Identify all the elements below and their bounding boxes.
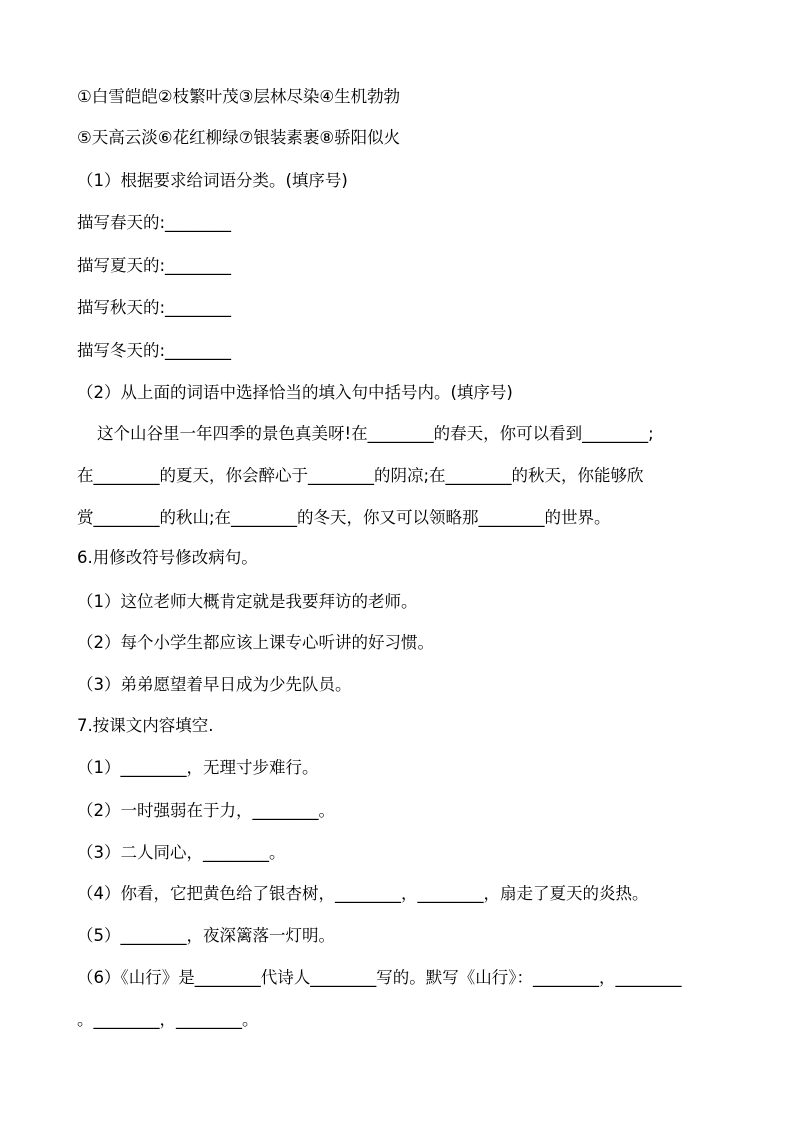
question-7-item-4: （4）你看，它把黄色给了银杏树，________，________，扇走了夏天的炎热。 <box>77 884 649 903</box>
paragraph-line-1: 这个山谷里一年四季的景色真美呀!在________的春天，你可以看到________; <box>97 424 654 443</box>
question-5-1-instruction: （1）根据要求给词语分类。(填序号) <box>77 171 348 190</box>
question-7-item-3: （3）二人同心，________。 <box>77 843 286 862</box>
question-6-item-3: （3）弟弟愿望着早日成为少先队员。 <box>77 675 352 694</box>
question-7-item-6: （6）《山行》是________代诗人________写的。默写《山行》：________，________ <box>77 968 682 987</box>
question-5-2-instruction: （2）从上面的词语中选择恰当的填入句中括号内。(填序号) <box>77 383 513 402</box>
question-7-item-1: （1）________，无理寸步难行。 <box>77 758 319 777</box>
question-6-item-2: （2）每个小学生都应该上课专心听讲的好习惯。 <box>77 633 434 652</box>
autumn-blank-line: 描写秋天的:________ <box>77 298 232 317</box>
question-7-heading: 7.按课文内容填空. <box>77 716 214 735</box>
question-6-heading: 6.用修改符号修改病句。 <box>77 548 258 567</box>
question-7-item-2: （2）一时强弱在于力，________。 <box>77 801 335 820</box>
paragraph-line-3: 赏________的秋山;在________的冬天，你又可以领略那________的世界。 <box>77 508 611 527</box>
question-7-item-5: （5）________，夜深篱落一灯明。 <box>77 926 335 945</box>
spring-blank-line: 描写春天的:________ <box>77 213 232 232</box>
word-list-line-1: ①白雪皑皑②枝繁叶茂③层林尽染④生机勃勃 <box>77 87 401 106</box>
winter-blank-line: 描写冬天的:________ <box>77 341 232 360</box>
word-list-line-2: ⑤天高云淡⑥花红柳绿⑦银装素裹⑧骄阳似火 <box>77 128 401 147</box>
paragraph-line-2: 在________的夏天，你会醉心于________的阴凉;在________的秋天，你能够欣 <box>77 466 644 485</box>
question-7-item-6-continued: 。________，________。 <box>77 1010 259 1029</box>
summer-blank-line: 描写夏天的:________ <box>77 256 232 275</box>
question-6-item-1: （1）这位老师大概肯定就是我要拜访的老师。 <box>77 592 418 611</box>
